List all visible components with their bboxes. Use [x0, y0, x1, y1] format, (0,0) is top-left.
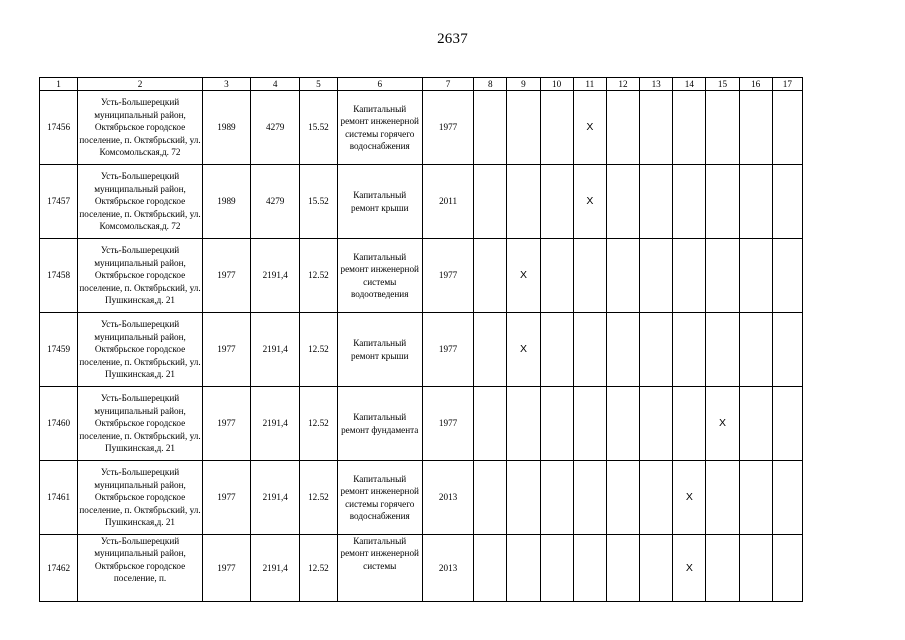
row-id-cell-text: 17456: [47, 122, 71, 133]
build-year-cell: [202, 313, 250, 387]
area-cell: [251, 535, 300, 602]
work-type-cell: [337, 387, 422, 461]
work-year-cell: [422, 535, 473, 602]
column-number-15: 15: [706, 78, 739, 91]
build-year-cell-text: 1977: [217, 492, 236, 503]
mark-cell-col-16: [739, 535, 772, 602]
row-id-cell-text: 17461: [47, 492, 71, 503]
mark-cell-col-16: [739, 165, 772, 239]
work-year-cell-text: 2011: [439, 196, 458, 207]
column-number-4: 4: [251, 78, 300, 91]
work-year-cell: [422, 387, 473, 461]
work-type-cell-text: Капитальный ремонт крыши: [350, 190, 409, 213]
area-cell-text: 4279: [266, 122, 285, 133]
column-number-16: 16: [739, 78, 772, 91]
row-id-cell: [40, 387, 78, 461]
column-number-5: 5: [300, 78, 337, 91]
address-cell-text: Усть-Большерецкий муниципальный район, Октябрьское городское поселение, п. Октябрьский, ул. Пушкинская,д. 21: [79, 467, 201, 528]
table-row: [40, 313, 803, 387]
table-row: [40, 239, 803, 313]
build-year-cell-text: 1977: [217, 562, 236, 573]
mark-cell-col-10: [540, 165, 573, 239]
mark-x: X: [519, 269, 527, 282]
value-cell: [300, 165, 337, 239]
row-id-cell-text: 17462: [47, 562, 71, 573]
mark-cell-col-12: [606, 239, 639, 313]
value-cell: [300, 239, 337, 313]
value-cell-text: 12.52: [308, 344, 329, 355]
mark-cell-col-12: [606, 535, 639, 602]
address-cell: [78, 165, 203, 239]
mark-cell-col-16: [739, 239, 772, 313]
mark-cell-col-13: [640, 91, 673, 165]
work-type-cell: [337, 239, 422, 313]
mark-cell-col-16: [739, 91, 772, 165]
work-type-cell-text: Капитальный ремонт инженерной системы водоотведения: [340, 251, 419, 299]
value-cell-text: 12.52: [308, 492, 329, 503]
work-type-cell: [337, 313, 422, 387]
table-row: [40, 91, 803, 165]
table-row: [40, 165, 803, 239]
work-type-cell-text: Капитальный ремонт инженерной системы горячего водоснабжения: [340, 103, 419, 151]
value-cell-text: 12.52: [308, 270, 329, 281]
mark-cell-col-15: [706, 461, 739, 535]
mark-cell-col-11: [573, 239, 606, 313]
column-number-1: 1: [40, 78, 78, 91]
column-number-9: 9: [507, 78, 540, 91]
mark-x: X: [719, 417, 727, 430]
mark-cell-col-15: [706, 165, 739, 239]
build-year-cell: [202, 91, 250, 165]
mark-cell-col-11: [573, 313, 606, 387]
row-id-cell: [40, 91, 78, 165]
mark-cell-col-14: [673, 461, 706, 535]
area-cell-text: 4279: [266, 196, 285, 207]
work-type-cell-text: Капитальный ремонт инженерной системы: [340, 536, 419, 571]
mark-cell-col-12: [606, 91, 639, 165]
address-cell: [78, 535, 203, 602]
address-cell-text: Усть-Большерецкий муниципальный район, Октябрьское городское поселение, п. Октябрьский, ул. Комсомольская,д. 72: [79, 97, 201, 158]
mark-cell-col-8: [474, 165, 507, 239]
mark-cell-col-8: [474, 461, 507, 535]
column-number-6: 6: [337, 78, 422, 91]
mark-cell-col-9: [507, 91, 540, 165]
mark-cell-col-15: [706, 313, 739, 387]
work-year-cell: [422, 91, 473, 165]
mark-cell-col-8: [474, 313, 507, 387]
mark-cell-col-8: [474, 239, 507, 313]
column-number-3: 3: [202, 78, 250, 91]
build-year-cell-text: 1977: [217, 270, 236, 281]
area-cell: [251, 91, 300, 165]
mark-cell-col-15: [706, 239, 739, 313]
address-cell-text: Усть-Большерецкий муниципальный район, Октябрьское городское поселение, п. Октябрьский, ул. Пушкинская,д. 21: [79, 393, 201, 454]
mark-cell-col-9: [507, 461, 540, 535]
mark-cell-col-10: [540, 91, 573, 165]
work-type-cell-text: Капитальный ремонт фундамента: [341, 412, 419, 435]
mark-cell-col-8: [474, 535, 507, 602]
mark-cell-col-11: [573, 387, 606, 461]
address-cell: [78, 91, 203, 165]
build-year-cell: [202, 387, 250, 461]
mark-cell-col-10: [540, 535, 573, 602]
mark-cell-col-9: [507, 239, 540, 313]
work-type-cell: [337, 535, 422, 602]
mark-cell-col-10: [540, 239, 573, 313]
work-year-cell-text: 1977: [438, 122, 458, 133]
row-id-cell-text: 17460: [47, 418, 71, 429]
row-id-cell: [40, 165, 78, 239]
area-cell-text: 2191,4: [262, 270, 288, 281]
mark-x: X: [685, 491, 693, 504]
value-cell: [300, 91, 337, 165]
build-year-cell-text: 1989: [217, 122, 236, 133]
row-id-cell-text: 17457: [47, 196, 71, 207]
mark-cell-col-13: [640, 313, 673, 387]
row-id-cell-text: 17458: [47, 270, 71, 281]
mark-cell-col-10: [540, 387, 573, 461]
work-type-cell: [337, 165, 422, 239]
mark-cell-col-10: [540, 461, 573, 535]
registry-table: [39, 77, 803, 602]
mark-x: X: [586, 195, 594, 208]
address-cell-text: Усть-Большерецкий муниципальный район, Октябрьское городское поселение, п. Октябрьский, ул. Пушкинская,д. 21: [79, 319, 201, 380]
table-row: [40, 461, 803, 535]
mark-cell-col-12: [606, 313, 639, 387]
mark-x: X: [519, 343, 527, 356]
mark-cell-col-17: [772, 91, 802, 165]
work-year-cell-text: 1977: [438, 270, 458, 281]
address-cell: [78, 313, 203, 387]
value-cell-text: 12.52: [308, 418, 329, 429]
mark-cell-col-13: [640, 535, 673, 602]
work-year-cell: [422, 313, 473, 387]
mark-cell-col-11: [573, 165, 606, 239]
page-number: 2637: [437, 31, 468, 47]
build-year-cell: [202, 535, 250, 602]
work-type-cell: [337, 461, 422, 535]
area-cell: [251, 313, 300, 387]
work-year-cell: [422, 165, 473, 239]
value-cell-text: 12.52: [308, 562, 329, 573]
area-cell: [251, 461, 300, 535]
mark-cell-col-12: [606, 165, 639, 239]
mark-cell-col-17: [772, 387, 802, 461]
build-year-cell: [202, 165, 250, 239]
build-year-cell-text: 1989: [217, 196, 236, 207]
work-type-cell-text: Капитальный ремонт крыши: [350, 338, 409, 361]
mark-cell-col-9: [507, 313, 540, 387]
column-number-10: 10: [540, 78, 573, 91]
mark-cell-col-12: [606, 461, 639, 535]
address-cell: [78, 239, 203, 313]
area-cell: [251, 165, 300, 239]
column-number-17: 17: [772, 78, 802, 91]
value-cell: [300, 461, 337, 535]
mark-cell-col-15: [706, 387, 739, 461]
column-number-8: 8: [474, 78, 507, 91]
row-id-cell: [40, 535, 78, 602]
mark-cell-col-14: [673, 165, 706, 239]
mark-cell-col-14: [673, 239, 706, 313]
work-year-cell-text: 2013: [438, 492, 458, 503]
value-cell: [300, 535, 337, 602]
work-type-cell-text: Капитальный ремонт инженерной системы горячего водоснабжения: [340, 473, 419, 521]
mark-cell-col-9: [507, 387, 540, 461]
work-year-cell-text: 2013: [438, 562, 458, 573]
work-year-cell-text: 1977: [438, 418, 458, 429]
build-year-cell-text: 1977: [217, 344, 236, 355]
mark-cell-col-13: [640, 461, 673, 535]
mark-x: X: [586, 121, 594, 134]
value-cell-text: 15.52: [308, 122, 329, 133]
row-id-cell: [40, 313, 78, 387]
mark-cell-col-17: [772, 165, 802, 239]
area-cell: [251, 239, 300, 313]
work-year-cell-text: 1977: [438, 344, 458, 355]
mark-cell-col-8: [474, 387, 507, 461]
mark-cell-col-9: [507, 165, 540, 239]
mark-cell-col-12: [606, 387, 639, 461]
mark-cell-col-13: [640, 165, 673, 239]
mark-cell-col-14: [673, 313, 706, 387]
area-cell-text: 2191,4: [262, 344, 288, 355]
build-year-cell: [202, 239, 250, 313]
address-cell-text: Усть-Большерецкий муниципальный район, Октябрьское городское поселение, п. Октябрьский, ул. Пушкинская,д. 21: [79, 245, 201, 306]
column-number-11: 11: [573, 78, 606, 91]
value-cell-text: 15.52: [308, 196, 329, 207]
build-year-cell: [202, 461, 250, 535]
value-cell: [300, 313, 337, 387]
mark-cell-col-10: [540, 313, 573, 387]
work-type-cell: [337, 91, 422, 165]
mark-cell-col-17: [772, 461, 802, 535]
area-cell-text: 2191,4: [262, 562, 288, 573]
row-id-cell: [40, 239, 78, 313]
table-row: [40, 535, 803, 602]
column-number-12: 12: [606, 78, 639, 91]
column-number-14: 14: [673, 78, 706, 91]
row-id-cell: [40, 461, 78, 535]
work-year-cell: [422, 461, 473, 535]
mark-cell-col-16: [739, 313, 772, 387]
address-cell: [78, 387, 203, 461]
mark-cell-col-17: [772, 239, 802, 313]
mark-cell-col-8: [474, 91, 507, 165]
mark-cell-col-17: [772, 313, 802, 387]
table-row: [40, 387, 803, 461]
area-cell-text: 2191,4: [262, 418, 288, 429]
column-number-2: 2: [78, 78, 203, 91]
work-year-cell: [422, 239, 473, 313]
mark-cell-col-11: [573, 461, 606, 535]
mark-cell-col-9: [507, 535, 540, 602]
address-cell-text: Усть-Большерецкий муниципальный район, Октябрьское городское поселение, п. Октябрьский, ул. Комсомольская,д. 72: [79, 171, 201, 232]
row-id-cell-text: 17459: [47, 344, 71, 355]
column-number-row: [40, 78, 803, 91]
column-number-7: 7: [422, 78, 473, 91]
table-body: [40, 78, 803, 602]
column-number-13: 13: [640, 78, 673, 91]
address-cell-text: Усть-Большерецкий муниципальный район, Октябрьское городское поселение, п.: [94, 536, 186, 584]
value-cell: [300, 387, 337, 461]
area-cell-text: 2191,4: [262, 492, 288, 503]
mark-cell-col-16: [739, 387, 772, 461]
area-cell: [251, 387, 300, 461]
mark-x: X: [685, 561, 693, 574]
mark-cell-col-11: [573, 91, 606, 165]
mark-cell-col-16: [739, 461, 772, 535]
mark-cell-col-13: [640, 239, 673, 313]
mark-cell-col-15: [706, 535, 739, 602]
mark-cell-col-14: [673, 387, 706, 461]
build-year-cell-text: 1977: [217, 418, 236, 429]
mark-cell-col-15: [706, 91, 739, 165]
mark-cell-col-14: [673, 91, 706, 165]
mark-cell-col-11: [573, 535, 606, 602]
mark-cell-col-17: [772, 535, 802, 602]
mark-cell-col-13: [640, 387, 673, 461]
address-cell: [78, 461, 203, 535]
mark-cell-col-14: [673, 535, 706, 602]
